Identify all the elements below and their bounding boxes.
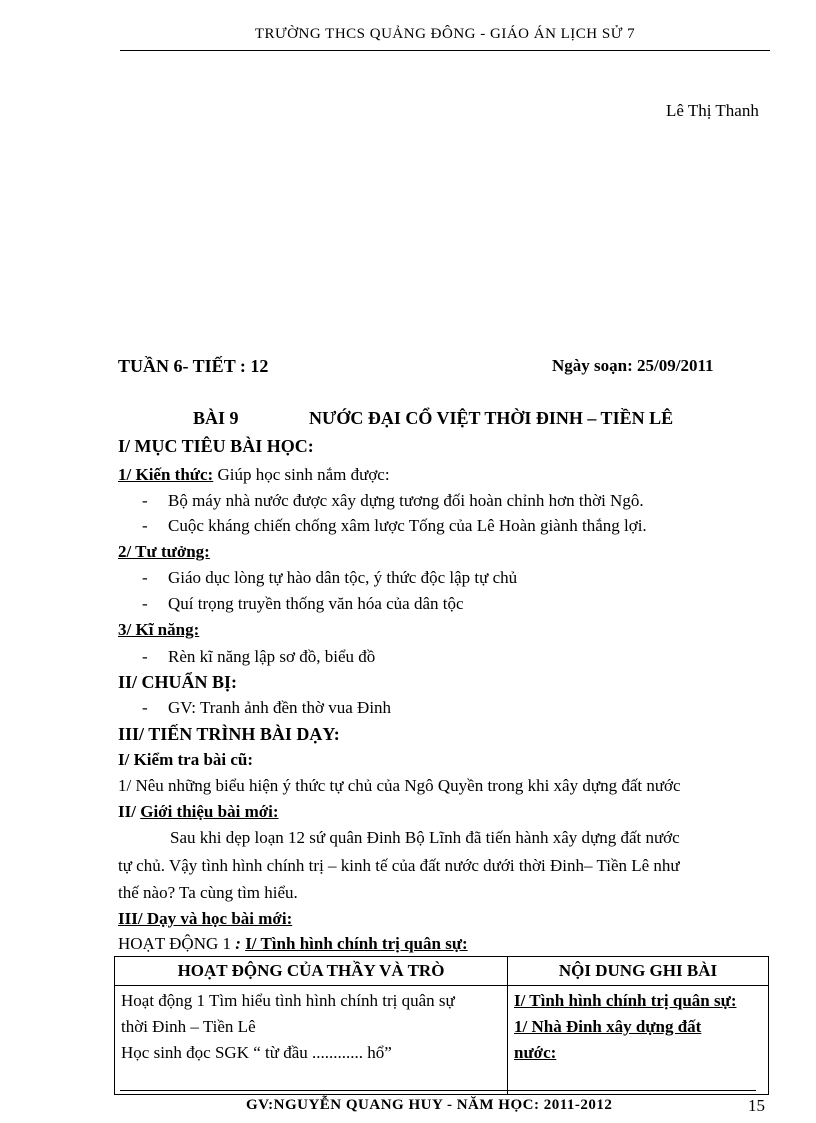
knowledge-text: Giúp học sinh nắm được: <box>213 465 390 484</box>
list-item: - GV: Tranh ảnh đền thờ vua Đinh <box>142 698 392 717</box>
page-header: TRƯỜNG THCS QUẢNG ĐÔNG - GIÁO ÁN LỊCH SỬ 7 <box>254 26 636 42</box>
check-question: 1/ Nêu những biểu hiện ý thức tự chủ của Ngô Quyền trong khi xây dựng đất nước <box>118 776 681 795</box>
table-cell-activity: Hoạt động 1 Tìm hiểu tình hình chính trị quân sự thời Đinh – Tiền Lê Học sinh đọc SGK “ từ đầu ............ hổ” <box>115 986 508 1095</box>
list-item: - Bộ máy nhà nước được xây dựng tương đối hoàn chỉnh hơn thời Ngô. <box>142 491 644 510</box>
table-row <box>115 986 769 1095</box>
section-preparation: II/ CHUẨN BỊ: <box>118 672 238 692</box>
table-header-activities: HOẠT ĐỘNG CỦA THẦY VÀ TRÒ <box>115 957 508 986</box>
teach-heading: III/ Dạy và học bài mới: <box>118 909 293 928</box>
list-item: - Cuộc kháng chiến chống xâm lược Tống của Lê Hoàn giành thắng lợi. <box>142 516 647 535</box>
list-item: - Giáo dục lòng tự hào dân tộc, ý thức độc lập tự chủ <box>142 568 518 587</box>
section-procedure: III/ TIẾN TRÌNH BÀI DẠY: <box>118 724 340 744</box>
check-heading: I/ Kiểm tra bài cũ: <box>118 750 254 769</box>
header-rule <box>120 50 770 51</box>
list-item: - Rèn kĩ năng lập sơ đồ, biểu đồ <box>142 647 376 666</box>
list-item: - Quí trọng truyền thống văn hóa của dân tộc <box>142 594 464 613</box>
section-objectives: I/ MỤC TIÊU BÀI HỌC: <box>118 436 314 456</box>
lesson-table <box>114 956 769 1095</box>
table-header-content: NỘI DUNG GHI BÀI <box>508 957 769 986</box>
author-name: Lê Thị Thanh <box>666 101 759 120</box>
footer-rule <box>120 1090 756 1091</box>
intro-paragraph-line: thế nào? Ta cùng tìm hiểu. <box>118 883 298 902</box>
skill-heading: 3/ Kĩ năng: <box>118 620 200 639</box>
knowledge-label: 1/ Kiến thức: <box>118 465 214 484</box>
lesson-title: NƯỚC ĐẠI CỔ VIỆT THỜI ĐINH – TIỀN LÊ <box>309 408 674 428</box>
page-number: 15 <box>748 1096 765 1115</box>
intro-heading: II/ Giới thiệu bài mới: <box>118 802 279 821</box>
page-footer: GV:NGUYỄN QUANG HUY - NĂM HỌC: 2011-2012 <box>246 1097 613 1113</box>
week-lesson: TUẦN 6- TIẾT : 12 <box>118 356 269 376</box>
lesson-number: BÀI 9 <box>193 408 239 428</box>
knowledge-heading <box>118 465 390 485</box>
intro-paragraph-line: tự chủ. Vậy tình hình chính trị – kinh tế của đất nước dưới thời Đinh– Tiền Lê như <box>118 856 680 875</box>
activity-heading: HOẠT ĐỘNG 1 : I/ Tình hình chính trị quân sự: <box>118 934 468 953</box>
table-cell-content: I/ Tình hình chính trị quân sự: 1/ Nhà Đinh xây dựng đất nước: <box>508 986 769 1095</box>
intro-paragraph-line: Sau khi dẹp loạn 12 sứ quân Đinh Bộ Lĩnh đã tiến hành xây dựng đất nước <box>170 828 680 847</box>
prep-date: Ngày soạn: 25/09/2011 <box>552 356 714 375</box>
thought-heading: 2/ Tư tưởng: <box>118 542 210 561</box>
